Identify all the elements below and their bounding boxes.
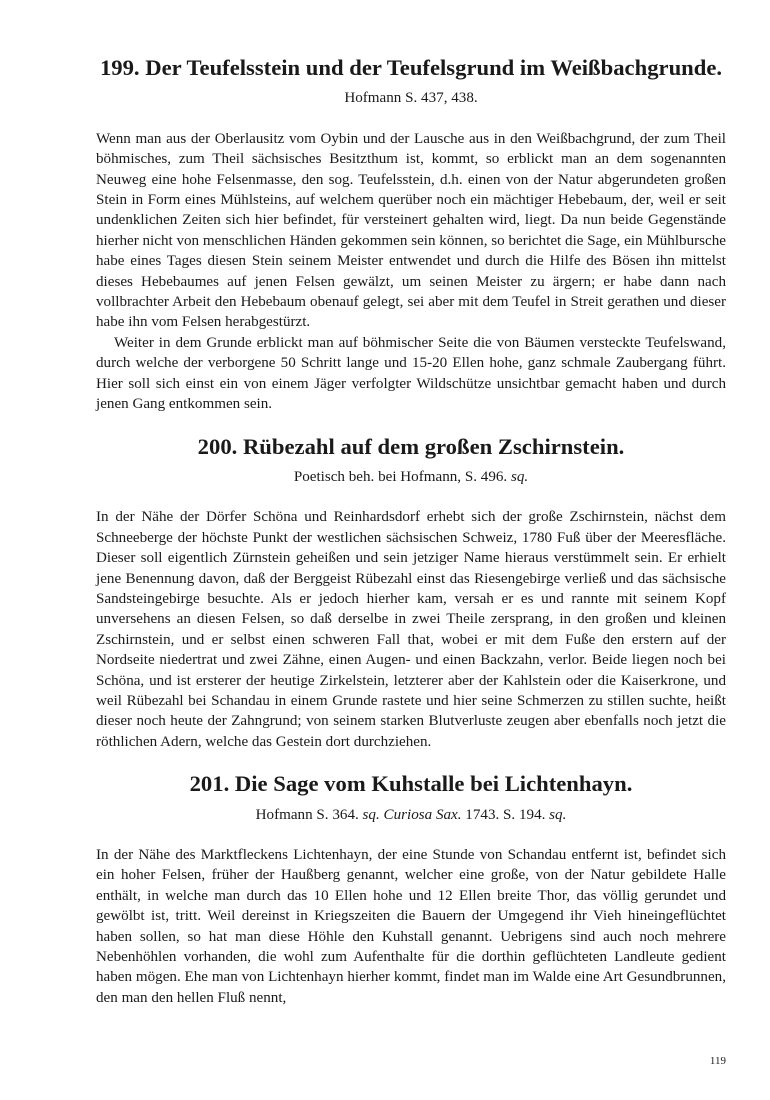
section-paragraph-201-1: In der Nähe des Marktfleckens Lichtenhayn, der eine Stunde von Schandau entfernt ist, befindet sich ein hoher Felsen, früher der Haußberg genannt, welcher eine große, von der Natur gebildete Halle enthält, in welche man durch das 10 Ellen hohe und 12 Ellen breite Thor, das völlig gerundet und gewölbt ist, tritt. Weil dereinst in Kriegszeiten die Bauern der Umgegend ihr Vieh hineingeflüchtet haben sollen, so hat man diese Höhle den Kuhstall genannt. Uebrigens sind auch noch mehrere Nebenhöhlen vorhanden, die wohl zum Aufenthalte für die dorthin geflüchteten Landleute gedient haben mögen. Ehe man von Lichtenhayn hierher kommt, findet man im Walde eine Art Gesundbrunnen, den man den hellen Fluß nennt, (96, 847, 726, 1006)
source-text: 1743. S. 194. (461, 806, 550, 823)
section-source-199: Hofmann S. 437, 438. (344, 90, 478, 107)
page-body (96, 55, 726, 1008)
source-text: Poetisch beh. bei Hofmann, S. 496. (293, 468, 511, 485)
section-title-199: 199. Der Teufelsstein und der Teufelsgrund im Weißbachgrunde. (99, 55, 723, 80)
section-paragraph-199-2: Weiter in dem Grunde erblickt man auf böhmischer Seite die von Bäumen versteckte Teufelswand, durch welche der verborgene 50 Schritt lange und 15-20 Ellen hohe, ganz schmale Zaubergang führt. Hier soll sich einst ein von einem Jäger verfolgter Wildschütze unsichtbar gemacht haben und durch jenen Gang entkommen sein. (96, 334, 726, 413)
source-italic: sq. (510, 468, 529, 485)
section-paragraph-200-1: In der Nähe der Dörfer Schöna und Reinhardsdorf erhebt sich der große Zschirnstein, nächst dem Schneeberge der höchste Punkt der westlichen sächsischen Schweiz, 1780 Fuß über der Meeresfläche. Dieser soll eigentlich Zürnstein geheißen und sein jetziger Name hieraus verstümmelt sein. Er erhielt jene Benennung davon, daß der Berggeist Rübezahl einst das Riesengebirge verließ und das sächsische Sandsteingebirge besuchte. Als er jedoch hierher kam, versah er es und rannte mit seinem Kopf unversehens an diesen Felsen, so daß derselbe in zwei Theile zersprang, in den großen und kleinen Zschirnstein, und er selbst einen schweren Fall that, wobei er mit dem Fuße den erstern auf der Nordseite niedertrat und zwei Zähne, einen Augen- und einen Backzahn, verlor. Beide liegen noch bei Schöna, und ist ersterer der heutige Zirkelstein, letzterer aber der Kahlstein oder die Kaiserkrone, und weil Rübezahl bei Schandau in einem Grunde rastete und hier seine Schmerzen zu stillen suchte, heißt dieser noch heute der Zahngrund; von seinem starken Blutverluste zeugen aber ebenfalls noch jetzt die röthlichen Adern, welche das Gestein dort durchziehen. (96, 509, 726, 750)
source-italic: sq. (362, 806, 380, 823)
source-italic: Curiosa Sax. (383, 806, 462, 823)
page-number: 119 (709, 1055, 726, 1067)
section-title-200: 200. Rübezahl auf dem großen Zschirnstein. (197, 433, 625, 459)
section-source-200 (96, 467, 726, 487)
source-text: Hofmann S. 364. (255, 806, 363, 823)
source-italic: sq. (549, 806, 567, 823)
section-source-201 (96, 805, 726, 825)
section-title-201: 201. Die Sage vom Kuhstalle bei Lichtenhayn. (189, 771, 633, 797)
section-paragraph-199-1: Wenn man aus der Oberlausitz vom Oybin und der Lausche aus in den Weißbachgrund, der zum Theil böhmisches, zum Theil sächsisches Besitzthum ist, kommt, so erblickt man an dem sogenannten Neuweg eine hohe Felsenmasse, den sog. Teufelsstein, d.h. einen von der Natur abgerundeten großen Stein in Form eines Mühlsteins, auf welchem querüber noch ein mächtiger Hebebaum, der, weil er seit undenklichen Zeiten sich hier befindet, für versteinert gehalten wird, liegt. Da nun beide Gegenstände hierher nicht von menschlichen Händen gekommen sein können, so berichtet die Sage, ein Mühlbursche habe eines Tages diesen Stein seinem Meister entwendet und durch die Hilfe des Bösen ihn mittelst dieses Hebebaumes auf jenen Felsen gewälzt, um seinen Meister zu ärgern; er habe dann nach vollbrachter Arbeit den Hebebaum obenauf gelegt, sei aber mit dem Teufel in Streit gerathen und dieser habe ihn vom Felsen herabgestürzt. (96, 130, 726, 331)
